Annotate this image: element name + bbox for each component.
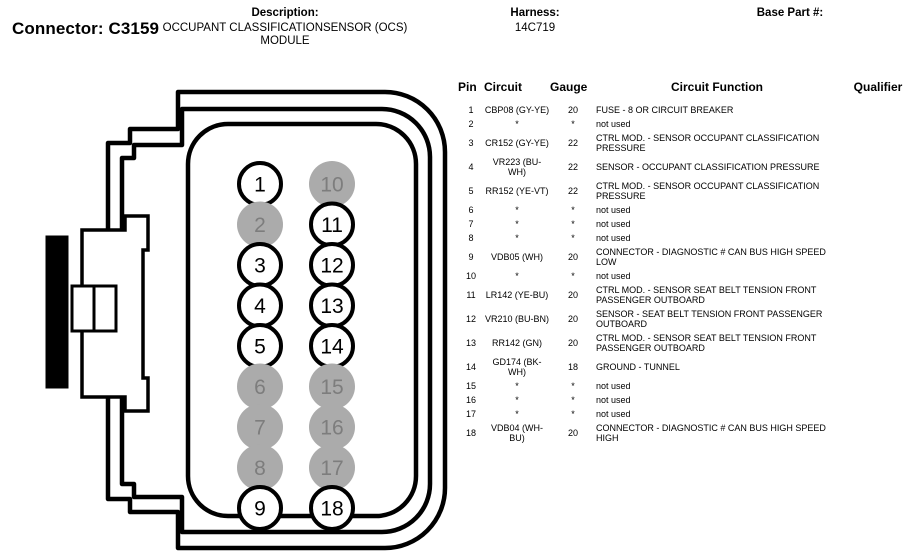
- table-row: [458, 379, 918, 393]
- cell-qualifier: [838, 379, 918, 393]
- cell-function: SENSOR - SEAT BELT TENSION FRONT PASSENGER OUTBOARD: [596, 309, 823, 329]
- page-header: [0, 0, 921, 70]
- table-row: [458, 203, 918, 217]
- cell-function: CTRL MOD. - SENSOR OCCUPANT CLASSIFICATION PRESSURE: [596, 181, 820, 201]
- cell-pin: 14: [465, 362, 476, 372]
- pin-label-6: 6: [254, 376, 266, 399]
- cell-function: not used: [596, 219, 631, 229]
- description-block: [160, 6, 410, 48]
- cell-function: not used: [596, 271, 631, 281]
- pin-label-2: 2: [254, 214, 266, 237]
- table-row: [458, 269, 918, 283]
- cell-pin: 18: [465, 428, 476, 438]
- cell-function: not used: [596, 381, 631, 391]
- connector-title: Connector: C3159: [12, 19, 160, 38]
- cell-function: CTRL MOD. - SENSOR OCCUPANT CLASSIFICATION PRESSURE: [596, 133, 820, 153]
- column-header-gauge: Gauge: [550, 80, 588, 94]
- connector-latch-window-right: [94, 286, 116, 331]
- table-row: [458, 103, 918, 117]
- cell-qualifier: [838, 103, 918, 117]
- cell-gauge: *: [571, 205, 575, 215]
- pin-table-element: [458, 80, 918, 445]
- cell-qualifier: [838, 117, 918, 131]
- cell-pin: 9: [468, 252, 474, 262]
- cell-gauge: 20: [567, 338, 578, 348]
- cell-gauge: 20: [567, 314, 578, 324]
- pin-label-10: 10: [320, 173, 344, 197]
- cell-circuit: CR152 (GY-YE): [485, 138, 549, 148]
- pin-label-11: 11: [321, 214, 343, 237]
- cell-circuit: *: [515, 409, 519, 419]
- cell-function: CTRL MOD. - SENSOR SEAT BELT TENSION FRONT PASSENGER OUTBOARD: [596, 333, 817, 353]
- cell-gauge: *: [571, 395, 575, 405]
- cell-qualifier: [838, 355, 918, 379]
- column-header-circuit: Circuit: [484, 80, 523, 94]
- table-row: [458, 217, 918, 231]
- harness-value: 14C719: [514, 22, 556, 34]
- connector-svg: [30, 88, 450, 553]
- cell-gauge: *: [571, 233, 575, 243]
- cell-circuit: GD174 (BK-WH): [492, 357, 542, 377]
- cell-function: SENSOR - OCCUPANT CLASSIFICATION PRESSURE: [596, 162, 820, 172]
- pin-label-14: 14: [320, 335, 344, 359]
- table-header-row: [458, 80, 918, 103]
- cell-gauge: *: [571, 271, 575, 281]
- connector-seal-block: [46, 236, 68, 388]
- pin-label-15: 15: [320, 376, 344, 399]
- cell-gauge: 20: [567, 105, 578, 115]
- cell-circuit: VR210 (BU-BN): [484, 314, 549, 324]
- cell-qualifier: [838, 269, 918, 283]
- cell-qualifier: [838, 203, 918, 217]
- cell-gauge: 22: [567, 162, 578, 172]
- description-label: Description:: [251, 7, 319, 19]
- cell-circuit: *: [515, 119, 519, 129]
- pin-label-17: 17: [320, 457, 344, 480]
- cell-pin: 2: [468, 119, 474, 129]
- cell-pin: 7: [468, 219, 474, 229]
- cell-function: CONNECTOR - DIAGNOSTIC # CAN BUS HIGH SPEED LOW: [596, 247, 826, 267]
- cell-qualifier: [838, 155, 918, 179]
- connector-inner-cavity: [188, 124, 416, 516]
- pin-label-7: 7: [254, 416, 266, 440]
- cell-function: not used: [596, 119, 631, 129]
- cell-circuit: *: [515, 233, 519, 243]
- table-row: [458, 407, 918, 421]
- cell-gauge: 20: [567, 428, 578, 438]
- connector-face-diagram: [30, 88, 450, 553]
- description-value: OCCUPANT CLASSIFICATIONSENSOR (OCS) MODULE: [162, 22, 408, 47]
- cell-circuit: CBP08 (GY-YE): [484, 105, 550, 115]
- cell-qualifier: [838, 393, 918, 407]
- pin-label-8: 8: [254, 457, 266, 480]
- cell-qualifier: [838, 131, 918, 155]
- table-row: [458, 117, 918, 131]
- cell-pin: 13: [465, 338, 476, 348]
- table-row: [458, 231, 918, 245]
- cell-function: not used: [596, 395, 631, 405]
- pin-label-1: 1: [254, 173, 266, 197]
- cell-gauge: *: [571, 219, 575, 229]
- cell-gauge: 22: [567, 138, 578, 148]
- table-row: [458, 131, 918, 155]
- cell-qualifier: [838, 307, 918, 331]
- cell-circuit: VR223 (BU-WH): [492, 157, 542, 177]
- cell-qualifier: [838, 231, 918, 245]
- cell-qualifier: [838, 179, 918, 203]
- table-row: [458, 179, 918, 203]
- pin-label-9: 9: [254, 497, 266, 521]
- cell-pin: 12: [465, 314, 476, 324]
- column-header-function: Circuit Function: [671, 80, 763, 94]
- pin-label-18: 18: [320, 497, 344, 521]
- harness-label: Harness:: [510, 7, 560, 19]
- cell-circuit: *: [515, 395, 519, 405]
- cell-circuit: VDB05 (WH): [490, 252, 543, 262]
- pin-label-12: 12: [320, 254, 344, 278]
- pin-label-5: 5: [254, 335, 266, 359]
- cell-pin: 6: [468, 205, 474, 215]
- cell-pin: 4: [468, 162, 474, 172]
- pin-label-16: 16: [320, 416, 344, 440]
- cell-function: FUSE - 8 OR CIRCUIT BREAKER: [596, 105, 734, 115]
- pin-label-4: 4: [254, 295, 266, 318]
- pin-label-13: 13: [320, 295, 344, 318]
- table-row: [458, 155, 918, 179]
- connector-latch-window-left: [72, 286, 94, 331]
- cell-circuit: *: [515, 271, 519, 281]
- table-row: [458, 421, 918, 445]
- cell-qualifier: [838, 245, 918, 269]
- table-row: [458, 283, 918, 307]
- cell-gauge: 18: [567, 362, 578, 372]
- cell-function: CONNECTOR - DIAGNOSTIC # CAN BUS HIGH SPEED HIGH: [596, 423, 826, 443]
- pin-assignment-table: [458, 80, 918, 445]
- table-row: [458, 331, 918, 355]
- harness-block: [455, 6, 615, 35]
- cell-gauge: *: [571, 381, 575, 391]
- pin-label-3: 3: [254, 254, 266, 278]
- cell-function: not used: [596, 205, 631, 215]
- cell-function: not used: [596, 233, 631, 243]
- cell-function: GROUND - TUNNEL: [596, 362, 680, 372]
- cell-function: CTRL MOD. - SENSOR SEAT BELT TENSION FRONT PASSENGER OUTBOARD: [596, 285, 817, 305]
- table-row: [458, 355, 918, 379]
- table-body: [458, 103, 918, 445]
- column-header-qualifier: Qualifier: [853, 80, 903, 94]
- cell-circuit: LR142 (YE-BU): [485, 290, 549, 300]
- table-row: [458, 393, 918, 407]
- cell-circuit: *: [515, 219, 519, 229]
- cell-circuit: *: [515, 205, 519, 215]
- cell-qualifier: [838, 217, 918, 231]
- cell-pin: 17: [465, 409, 476, 419]
- cell-gauge: *: [571, 409, 575, 419]
- cell-circuit: *: [515, 381, 519, 391]
- cell-gauge: 22: [567, 186, 578, 196]
- cell-pin: 8: [468, 233, 474, 243]
- cell-pin: 1: [468, 105, 474, 115]
- cell-circuit: RR142 (GN): [491, 338, 542, 348]
- cell-pin: 16: [465, 395, 476, 405]
- cell-qualifier: [838, 331, 918, 355]
- base-part-block: [700, 6, 880, 21]
- cell-gauge: *: [571, 119, 575, 129]
- cell-circuit: RR152 (YE-VT): [485, 186, 549, 196]
- cell-pin: 15: [465, 381, 476, 391]
- cell-gauge: 20: [567, 252, 578, 262]
- cell-circuit: VDB04 (WH-BU): [490, 423, 543, 443]
- cell-pin: 3: [468, 138, 474, 148]
- table-row: [458, 245, 918, 269]
- cell-pin: 10: [465, 271, 476, 281]
- cell-pin: 5: [468, 186, 474, 196]
- cell-pin: 11: [466, 290, 476, 300]
- cell-gauge: 20: [567, 290, 578, 300]
- base-part-label: Base Part #:: [756, 7, 824, 19]
- table-row: [458, 307, 918, 331]
- cell-qualifier: [838, 407, 918, 421]
- cell-qualifier: [838, 283, 918, 307]
- cell-qualifier: [838, 421, 918, 445]
- cell-function: not used: [596, 409, 631, 419]
- column-header-pin: Pin: [458, 80, 477, 94]
